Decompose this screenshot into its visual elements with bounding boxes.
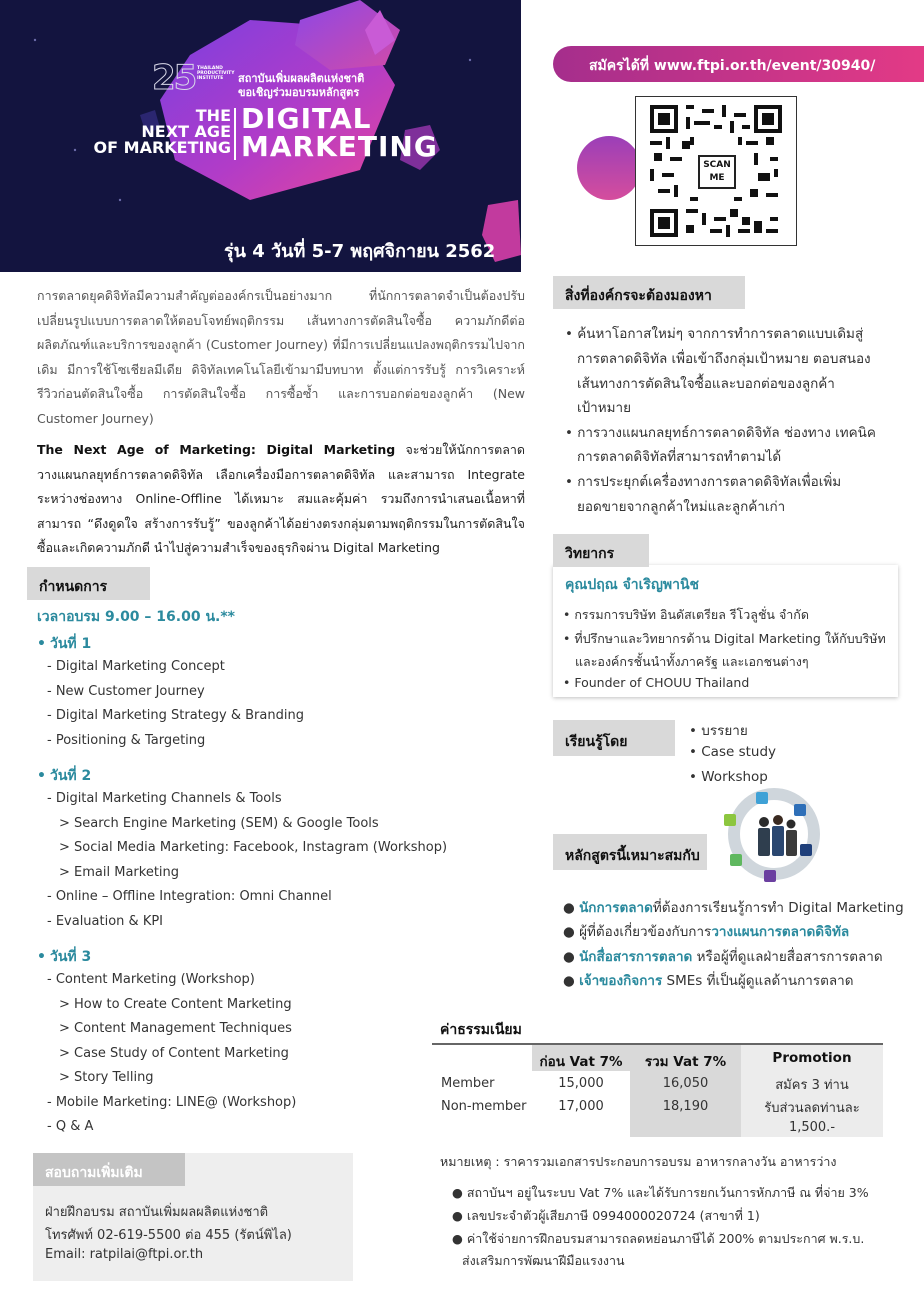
day-2-item: - Online – Offline Integration: Omni Channel <box>47 889 332 904</box>
schedule-time: เวลาอบรม 9.00 – 16.00 น.** <box>37 609 235 625</box>
fee-col-before-vat: ก่อน Vat 7% <box>539 1054 623 1070</box>
day-1-item: - Digital Marketing Strategy & Branding <box>47 708 304 723</box>
target-hl: เจ้าของกิจการ <box>579 973 663 989</box>
speaker-bio-line: • Founder of CHOUU Thailand <box>563 675 750 690</box>
banner-generation-date: รุ่น 4 วันที่ 5-7 พฤศจิกายน 2562 <box>224 241 496 262</box>
day-1-item: - Positioning & Targeting <box>47 733 206 748</box>
day-2-item: - Digital Marketing Channels & Tools <box>47 791 282 806</box>
day-2-item: > Email Marketing <box>59 865 180 880</box>
register-url-link[interactable]: สมัครได้ที่ www.ftpi.or.th/event/30940/ <box>553 46 924 82</box>
fee-row-nonmember: Non-member <box>441 1099 527 1114</box>
banner-title-marketing: MARKETING <box>241 130 438 163</box>
contact-label: สอบถามเพิ่มเติม <box>33 1153 185 1186</box>
day-2-label: วันที่ 2 <box>49 768 92 784</box>
target-communicators: ● นักสื่อสารการตลาด หรือผู้ที่ดูแลฝ่ายสื่อสารการตลาด <box>563 949 883 965</box>
banner-divider <box>234 108 236 160</box>
fee-nonmember-before-vat: 17,000 <box>558 1099 604 1114</box>
learn-label: เรียนรู้โดย <box>553 720 675 756</box>
speaker-bio-line: และองค์กรชั้นนำทั้งภาครัฐ และเอกชนต่างๆ <box>575 654 809 669</box>
needs-line: • การวางแผนกลยุทธ์การตลาดดิจิทัล ช่องทาง เทคนิค <box>565 425 876 441</box>
target-text: หรือผู้ที่ดูแลฝ่ายสื่อสารการตลาด <box>692 949 883 965</box>
day-2-item: > Search Engine Marketing (SEM) & Google Tools <box>59 816 379 831</box>
day-3-label: วันที่ 3 <box>49 949 92 965</box>
qr-code[interactable] <box>635 96 797 246</box>
learn-item: • บรรยาย <box>689 723 748 739</box>
fee-title: ค่าธรรมเนียม <box>440 1022 522 1038</box>
banner-title-digital: DIGITAL <box>241 102 372 135</box>
target-hl: นักการตลาด <box>579 900 653 916</box>
fee-col-promotion: Promotion <box>772 1050 852 1066</box>
day-1-item: - Digital Marketing Concept <box>47 659 225 674</box>
scan-me-badge <box>698 155 736 189</box>
day-3-item: > Story Telling <box>59 1070 154 1085</box>
banner-title-the: THE <box>195 106 231 125</box>
contact-phone[interactable]: โทรศัพท์ 02-619-5500 ต่อ 455 (รัตน์พิไล) <box>45 1228 292 1243</box>
hero-banner <box>0 0 521 272</box>
day-2-item: > Social Media Marketing: Facebook, Instagram (Workshop) <box>59 840 448 855</box>
intro-paragraph-2-text: จะช่วยให้นักการตลาดวางแผนกลยุทธ์การตลาดดิจิทัล เลือกเครื่องมือการตลาดดิจิทัล และสามารถ Integrate ระหว่างช่องทาง Online-Offline ได้เหมาะ สมและคุ้มค่า รวมถึงการนำเสนอเนื้อหาที่สามารถ “ดึงดูดใจ สร้างการรับรู้” ของลูกค้าได้อย่างตรงกลุ่มตามพฤติกรรมในการตัดสินใจซื้อและเกิดความภักดี นำไปสู่ความสำเร็จของธุรกิจผ่าน Digital Marketing <box>37 442 526 555</box>
scan-me-text-2: ME <box>709 173 725 183</box>
schedule-label: กำหนดการ <box>27 567 150 600</box>
fee-note: ส่งเสริมการพัฒนาฝีมือแรงงาน <box>462 1253 625 1268</box>
day-1-heading: • วันที่ 1 <box>37 636 92 652</box>
target-marketers: ● นักการตลาดที่ต้องการเรียนรู้การทำ Digital Marketing <box>563 900 904 916</box>
needs-line: เส้นทางการตัดสินใจซื้อและบอกต่อของลูกค้า <box>577 376 835 392</box>
needs-label: สิ่งที่องค์กรจะต้องมองหา <box>553 276 745 309</box>
day-3-item: - Mobile Marketing: LINE@ (Workshop) <box>47 1095 297 1110</box>
day-2-heading: • วันที่ 2 <box>37 768 92 784</box>
learn-item: • Workshop <box>689 769 768 785</box>
intro-paragraph-2 <box>37 438 525 561</box>
banner-subtitle-1: สถาบันเพิ่มผลผลิตแห่งชาติ <box>238 72 365 85</box>
needs-line: การตลาดดิจิทัลที่สามารถทำตามได้ <box>577 449 782 465</box>
fee-promo-line: 1,500.- <box>788 1120 836 1135</box>
day-3-item: > How to Create Content Marketing <box>59 997 292 1012</box>
decorative-circle <box>577 136 641 200</box>
banner-title-of-marketing: OF MARKETING <box>93 138 231 157</box>
fee-note: ● เลขประจำตัวผู้เสียภาษี 0994000020724 (สาขาที่ 1) <box>452 1208 760 1223</box>
contact-email[interactable]: Email: ratpilai@ftpi.or.th <box>45 1247 204 1262</box>
anniversary-logo: 25 <box>152 58 196 98</box>
needs-line: เป้าหมาย <box>577 400 632 416</box>
day-3-item: > Case Study of Content Marketing <box>59 1046 289 1061</box>
target-planners: ● ผู้ที่ต้องเกี่ยวข้องกับการวางแผนการตลาดดิจิทัล <box>563 924 850 940</box>
target-owners: ● เจ้าของกิจการ SMEs ที่เป็นผู้ดูแลด้านการตลาด <box>563 973 854 989</box>
day-3-item: - Content Marketing (Workshop) <box>47 972 255 987</box>
needs-line: • การประยุกต์เครื่องทางการตลาดดิจิทัลเพื่อเพิ่ม <box>565 474 842 490</box>
day-3-heading: • วันที่ 3 <box>37 949 92 965</box>
intro-course-name: The Next Age of Marketing: Digital Marketing <box>37 442 396 457</box>
fee-note: ● สถาบันฯ อยู่ในระบบ Vat 7% และได้รับการยกเว้นการหักภาษี ณ ที่จ่าย 3% <box>452 1185 869 1200</box>
banner-title-next-age: NEXT AGE <box>141 122 231 141</box>
day-3-item: - Q & A <box>47 1119 94 1134</box>
target-audience-label: หลักสูตรนี้เหมาะสมกับ <box>553 834 707 870</box>
target-hl: วางแผนการตลาดดิจิทัล <box>711 924 850 940</box>
intro-paragraph-1: การตลาดยุคดิจิทัลมีความสำคัญต่อองค์กรเป็นอย่างมาก ที่นักการตลาดจำเป็นต้องปรับเปลี่ยนรูปแบบการตลาดให้ตอบโจทย์พฤติกรรม เส้นทางการตัดสินใจซื้อ ความภักดีต่อผลิตภัณฑ์และบริการของลูกค้า (Customer Journey) ที่มีการเปลี่ยนแปลงพฤติกรรมไปจากเดิม มีการใช้โซเชียลมีเดีย ดิจิทัลเทคโนโลยีเข้ามามีบทบาท ตั้งแต่การรับรู้ การวิเคราะห์ รีวิวก่อนตัดสินใจซื้อ การตัดสินใจซื้อ การซื้อซ้ำ และการบอกต่อของลูกค้า (New Customer Journey) <box>37 288 525 426</box>
scan-me-text-1: SCAN <box>703 160 731 170</box>
fee-note: ● ค่าใช้จ่ายการฝึกอบรมสามารถลดหย่อนภาษีได้ 200% ตามประกาศ พ.ร.บ. <box>452 1231 865 1246</box>
team-illustration-icon <box>720 782 830 890</box>
day-1-item: - New Customer Journey <box>47 684 205 699</box>
contact-department: ฝ่ายฝึกอบรม สถาบันเพิ่มผลผลิตแห่งชาติ <box>45 1205 269 1220</box>
fee-col-incl-vat: รวม Vat 7% <box>644 1054 727 1070</box>
fee-member-before-vat: 15,000 <box>558 1076 604 1091</box>
speaker-bio-line: • กรรมการบริษัท อินดัสเตรียล รีโวลูชั่น จำกัด <box>563 607 809 622</box>
speaker-bio-line: • ที่ปรึกษาและวิทยากรด้าน Digital Marketing ให้กับบริษัท <box>563 631 886 646</box>
needs-line: การตลาดดิจิทัล เพื่อเข้าถึงกลุ่มเป้าหมาย ตอบสนอง <box>577 351 871 367</box>
institute-logo-text: THAILAND PRODUCTIVITY INSTITUTE <box>197 66 235 81</box>
banner-subtitle-2: ขอเชิญร่วมอบรมหลักสูตร <box>238 86 360 99</box>
target-hl: นักสื่อสารการตลาด <box>579 949 693 965</box>
needs-line: ยอดขายจากลูกค้าใหม่และลูกค้าเก่า <box>577 499 786 515</box>
needs-line: • ค้นหาโอกาสใหม่ๆ จากการทำการตลาดแบบเดิมสู่ <box>565 326 864 342</box>
fee-nonmember-incl-vat: 18,190 <box>662 1099 709 1114</box>
learn-item: • Case study <box>689 744 777 760</box>
target-text: ผู้ที่ต้องเกี่ยวข้องกับการ <box>579 924 712 940</box>
speaker-label: วิทยากร <box>553 534 649 567</box>
speaker-name: คุณปฤณ จำเริญพานิช <box>565 577 700 593</box>
day-3-item: > Content Management Techniques <box>59 1021 292 1036</box>
target-text: SMEs ที่เป็นผู้ดูแลด้านการตลาด <box>662 973 854 989</box>
fee-note-heading: หมายเหตุ : ราคารวมเอกสารประกอบการอบรม อาหารกลางวัน อาหารว่าง <box>440 1154 837 1169</box>
fee-promo-line: สมัคร 3 ท่าน <box>775 1078 849 1093</box>
fee-promo-line: รับส่วนลดท่านละ <box>764 1101 860 1116</box>
fee-member-incl-vat: 16,050 <box>662 1076 709 1091</box>
target-text: ที่ต้องการเรียนรู้การทำ Digital Marketing <box>652 900 904 916</box>
fee-row-member: Member <box>441 1076 495 1091</box>
day-1-label: วันที่ 1 <box>49 636 92 652</box>
day-2-item: - Evaluation & KPI <box>47 914 164 929</box>
